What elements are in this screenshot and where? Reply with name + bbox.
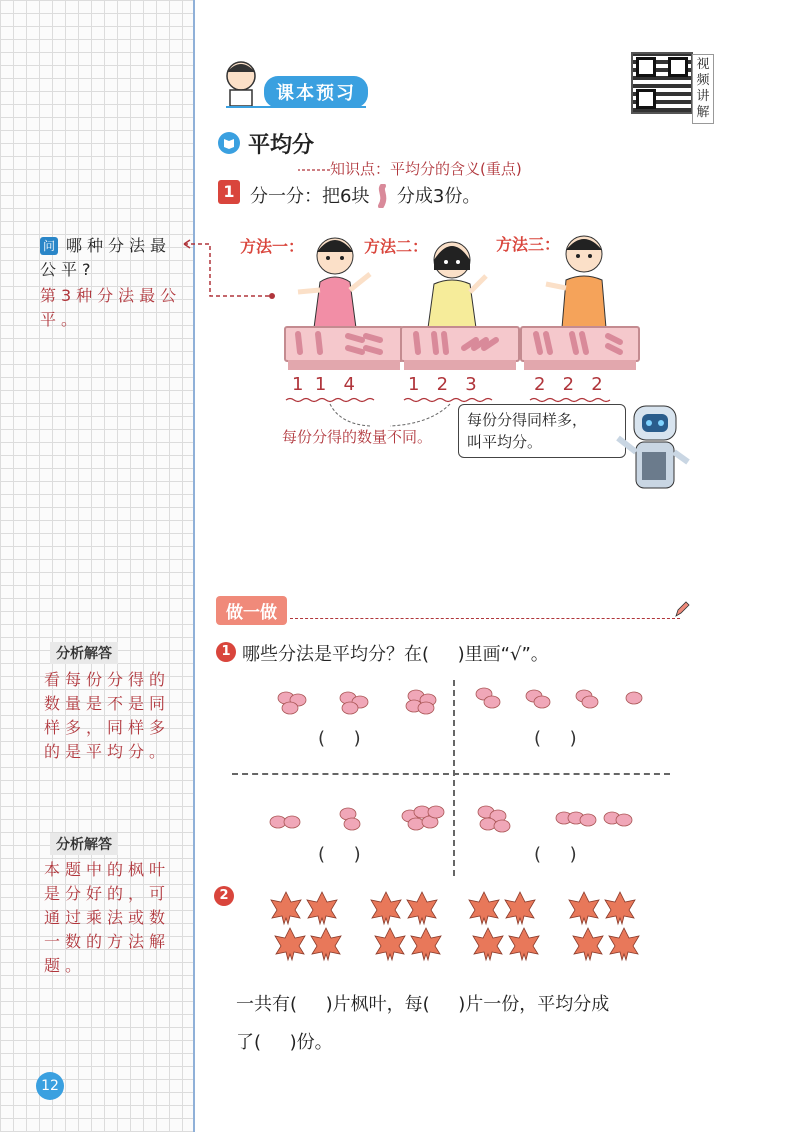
answer-blank-3[interactable]: ( ) <box>318 844 361 865</box>
answer-blank-4[interactable]: ( ) <box>534 844 577 865</box>
instruction-prefix: 分一分：把6块 <box>250 186 370 207</box>
girl-2-illustration <box>414 236 494 328</box>
section-title: 平均分 <box>248 133 315 158</box>
caption-unequal: 每份分得的数量不同。 <box>282 428 433 446</box>
method-2-label: 方法二： <box>364 237 429 256</box>
analysis-text-1: 看每份分得的数量是不是同样多，同样多的是平均分。 <box>44 670 171 761</box>
book-icon <box>218 132 240 154</box>
instruction-suffix: 分成3份。 <box>396 186 481 207</box>
robot-speech-bubble <box>458 404 626 458</box>
question-2-line-2: 了( )份。 <box>236 1032 333 1053</box>
method-3-counts: 2 2 2 <box>534 374 603 395</box>
pencil-icon <box>674 600 690 618</box>
robot-illustration <box>612 402 696 498</box>
food-piece-icon <box>375 184 391 208</box>
method-1-counts: 1 1 4 <box>292 374 355 395</box>
plate-edge-3 <box>524 360 636 370</box>
practice-heading-rule <box>290 618 680 619</box>
page-number: 12 <box>36 1072 64 1100</box>
sidebar-question-text: 哪种分法最公平? <box>40 236 172 279</box>
practice-heading: 做一做 <box>216 596 287 625</box>
preview-badge <box>264 76 368 108</box>
analysis-text-2: 本题中的枫叶是分好的，可通过乘法或数一数的方法解题。 <box>44 860 171 975</box>
question-2-line-1: 一共有( )片枫叶，每( )片一份，平均分成 <box>236 994 610 1015</box>
question-1-number: 1 <box>216 642 236 662</box>
badge-underline <box>226 106 366 108</box>
sidebar-divider <box>193 0 195 1132</box>
sidebar-answer: 第3种分法最公平。 <box>40 286 182 329</box>
method-1-label: 方法一： <box>240 237 305 256</box>
knowledge-point: 知识点：平均分的含义(重点) <box>330 160 522 178</box>
qr-code[interactable] <box>631 52 693 114</box>
bubble-line-2: 叫平均分。 <box>467 433 543 451</box>
method-3-label: 方法三： <box>496 235 561 254</box>
answer-blank-2[interactable]: ( ) <box>534 728 577 749</box>
analysis-label-2: 分析解答 <box>50 833 118 855</box>
maple-leaf-groups <box>266 886 656 966</box>
boy-illustration <box>540 228 620 328</box>
qr-caption: 视频讲解 <box>692 54 714 124</box>
plate-edge-1 <box>288 360 400 370</box>
analysis-label-1: 分析解答 <box>50 642 118 664</box>
student-avatar-icon <box>216 56 266 108</box>
knowledge-arrow <box>296 164 332 176</box>
girl-1-illustration <box>290 232 380 328</box>
food-pieces <box>284 330 644 360</box>
sidebar-question <box>40 234 185 282</box>
item-1-number: 1 <box>218 180 240 204</box>
question-1-text: 哪些分法是平均分？在( )里画“√”。 <box>242 644 549 665</box>
question-icon: 问 <box>40 237 58 255</box>
item-1-instruction <box>250 182 480 208</box>
question-2-number: 2 <box>214 886 234 906</box>
plate-edge-2 <box>404 360 516 370</box>
candy-groups <box>266 684 676 834</box>
preview-badge-text: 课本预习 <box>264 76 368 108</box>
bubble-line-1: 每份分得同样多， <box>467 411 588 429</box>
answer-blank-1[interactable]: ( ) <box>318 728 361 749</box>
method-2-counts: 1 2 3 <box>408 374 477 395</box>
